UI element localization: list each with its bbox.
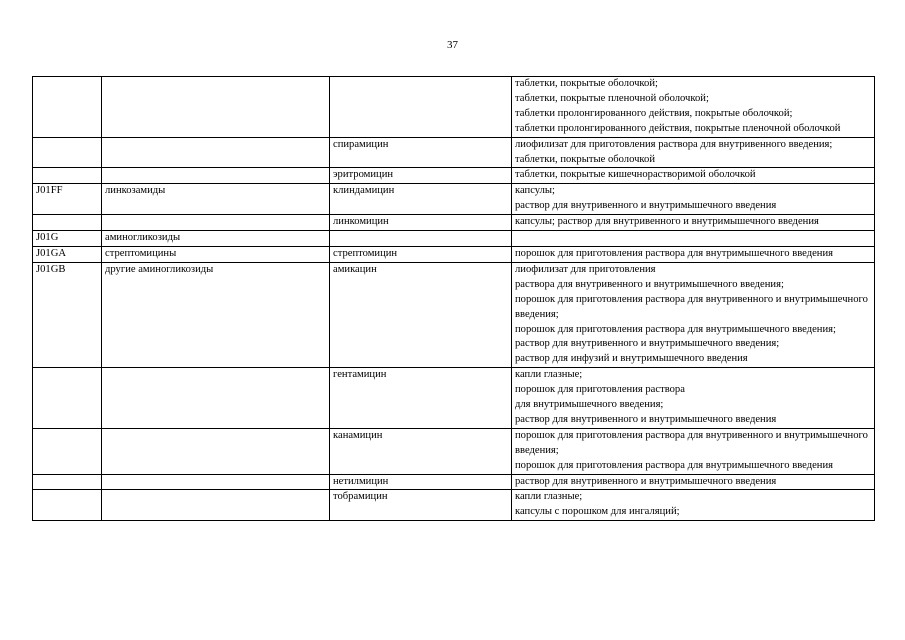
group-name-cell — [102, 428, 330, 474]
atc-code-cell: J01FF — [33, 184, 102, 215]
table-row — [33, 168, 875, 184]
drug-name-cell: линкомицин — [330, 215, 512, 231]
dosage-forms-cell — [512, 231, 875, 247]
drug-name-cell — [330, 231, 512, 247]
atc-code-cell: J01G — [33, 231, 102, 247]
group-name-cell — [102, 368, 330, 429]
dosage-form-line: порошок для приготовления раствора для внутримышечного введения; — [515, 323, 836, 335]
group-name-cell — [102, 137, 330, 168]
atc-code-cell — [33, 137, 102, 168]
drug-name-cell: нетилмицин — [330, 474, 512, 490]
atc-code-cell — [33, 428, 102, 474]
group-name-cell — [102, 474, 330, 490]
drug-name-cell: канамицин — [330, 428, 512, 474]
atc-code-cell — [33, 474, 102, 490]
dosage-forms-cell — [512, 474, 875, 490]
group-name-cell: другие аминогликозиды — [102, 262, 330, 367]
dosage-form-line: порошок для приготовления раствора для внутривенного и внутримышечного введения; — [515, 293, 868, 320]
group-name-cell — [102, 168, 330, 184]
atc-code-cell — [33, 215, 102, 231]
atc-code-cell: J01GA — [33, 246, 102, 262]
dosage-form-line: таблетки пролонгированного действия, покрытые оболочкой; — [515, 107, 793, 119]
group-name-cell — [102, 490, 330, 521]
dosage-form-line: для внутримышечного введения; — [515, 399, 664, 411]
table-row — [33, 474, 875, 490]
table-row — [33, 246, 875, 262]
dosage-form-line: капсулы; раствор для внутривенного и внутримышечного введения — [515, 216, 819, 228]
table-body — [33, 77, 875, 521]
drug-table — [32, 76, 875, 521]
group-name-cell — [102, 77, 330, 138]
dosage-form-line: капли глазные; — [515, 369, 583, 381]
dosage-form-line: порошок для приготовления раствора для внутривенного и внутримышечного введения; — [515, 429, 868, 456]
dosage-forms-cell — [512, 428, 875, 474]
table-row — [33, 184, 875, 215]
dosage-forms-cell — [512, 246, 875, 262]
drug-name-cell: гентамицин — [330, 368, 512, 429]
dosage-form-line: порошок для приготовления раствора для внутримышечного введения — [515, 247, 834, 259]
atc-code-cell — [33, 368, 102, 429]
drug-name-cell: амикацин — [330, 262, 512, 367]
atc-code-cell: J01GB — [33, 262, 102, 367]
table-row — [33, 428, 875, 474]
dosage-forms-cell — [512, 262, 875, 367]
dosage-form-line: таблетки, покрытые кишечнорастворимой оболочкой — [515, 169, 756, 181]
group-name-cell: аминогликозиды — [102, 231, 330, 247]
dosage-form-line: раствор для инфузий и внутримышечного введения — [515, 353, 748, 365]
dosage-forms-cell — [512, 137, 875, 168]
dosage-forms-cell — [512, 490, 875, 521]
dosage-form-line: таблетки, покрытые оболочкой; — [515, 78, 658, 89]
drug-name-cell: эритромицин — [330, 168, 512, 184]
group-name-cell — [102, 215, 330, 231]
dosage-form-line: капсулы с порошком для ингаляций; — [515, 506, 680, 518]
drug-name-cell — [330, 77, 512, 138]
dosage-form-line: таблетки пролонгированного действия, покрытые пленочной оболочкой — [515, 122, 841, 134]
drug-name-cell: стрептомицин — [330, 246, 512, 262]
atc-code-cell — [33, 77, 102, 138]
dosage-form-line: раствор для внутривенного и внутримышечного введения — [515, 475, 777, 487]
dosage-form-line: таблетки, покрытые пленочной оболочкой; — [515, 92, 709, 104]
table-row — [33, 368, 875, 429]
table-row — [33, 231, 875, 247]
dosage-form-line: капсулы; — [515, 185, 555, 197]
dosage-forms-cell — [512, 77, 875, 138]
dosage-form-line: лиофилизат для приготовления раствора для внутривенного введения; — [515, 138, 833, 150]
dosage-form-line: лиофилизат для приготовления — [515, 263, 656, 275]
dosage-form-line: порошок для приготовления раствора для внутримышечного введения — [515, 459, 834, 471]
atc-code-cell — [33, 168, 102, 184]
drug-name-cell: клиндамицин — [330, 184, 512, 215]
table-row — [33, 215, 875, 231]
page-number: 37 — [447, 39, 458, 51]
group-name-cell: стрептомицины — [102, 246, 330, 262]
dosage-forms-cell — [512, 215, 875, 231]
group-name-cell: линкозамиды — [102, 184, 330, 215]
dosage-form-line: капли глазные; — [515, 491, 583, 503]
dosage-form-line: раствор для внутривенного и внутримышечного введения — [515, 200, 777, 212]
dosage-form-line: порошок для приготовления раствора — [515, 384, 685, 396]
table-row — [33, 490, 875, 521]
table-row — [33, 262, 875, 367]
table-row — [33, 137, 875, 168]
drug-name-cell: спирамицин — [330, 137, 512, 168]
dosage-form-line: раствор для внутривенного и внутримышечного введения — [515, 413, 777, 425]
dosage-form-line: таблетки, покрытые оболочкой — [515, 153, 655, 165]
dosage-form-line: раствора для внутривенного и внутримышечного введения; — [515, 278, 784, 290]
dosage-forms-cell — [512, 184, 875, 215]
dosage-form-line: раствор для внутривенного и внутримышечного введения; — [515, 338, 780, 350]
dosage-forms-cell — [512, 368, 875, 429]
drug-name-cell: тобрамицин — [330, 490, 512, 521]
table-row — [33, 77, 875, 138]
atc-code-cell — [33, 490, 102, 521]
dosage-forms-cell — [512, 168, 875, 184]
